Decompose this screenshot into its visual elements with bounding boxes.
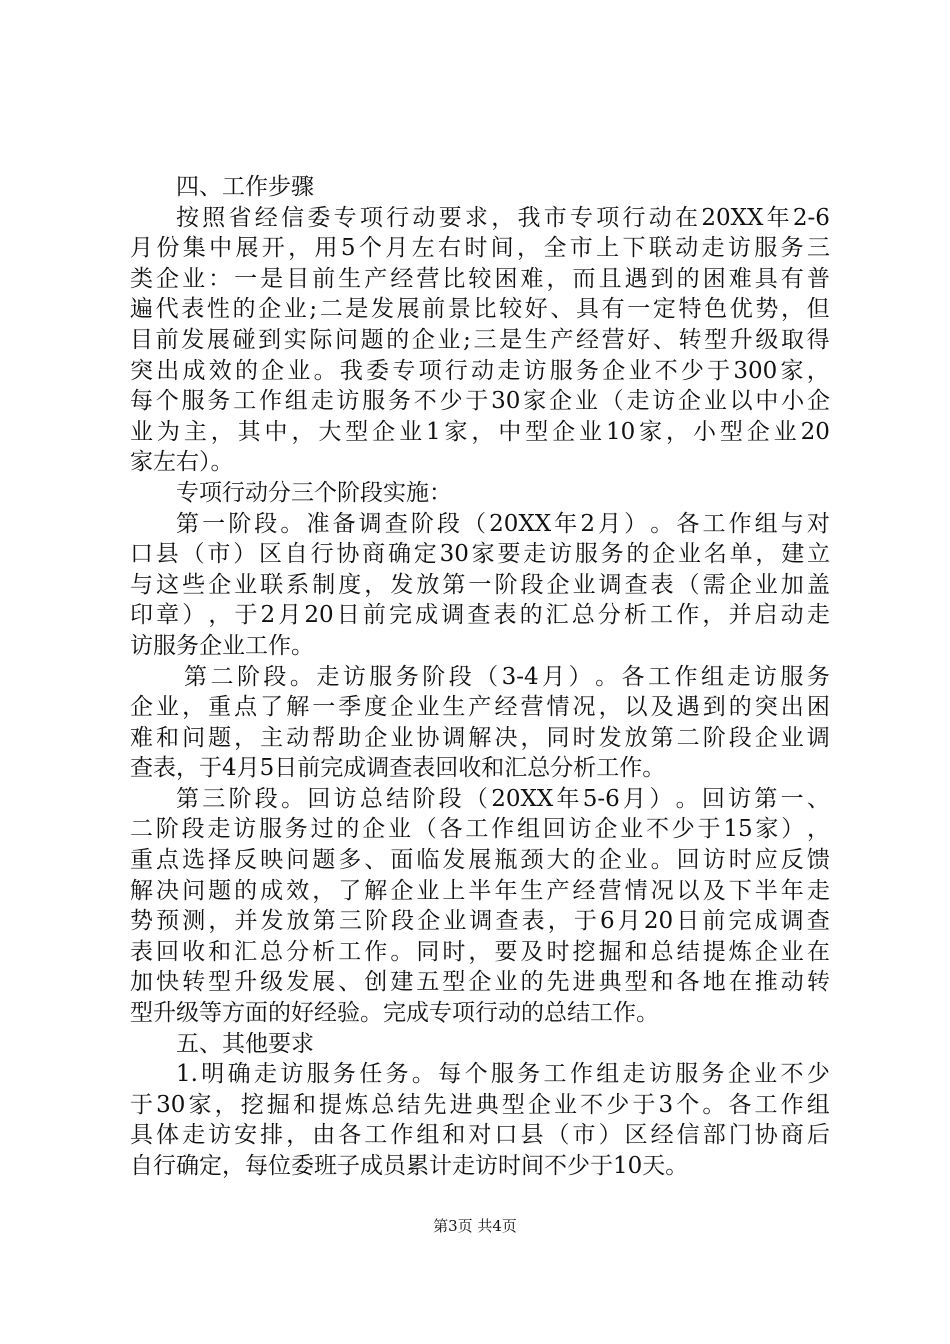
paragraph-line: 于 30 家 ， 挖 掘 和 提 炼 总 结 先 进 典 型 企 业 不 少 于 3 个 。 各 工 作 组: [130, 1091, 830, 1118]
paragraph-line: 第 三 阶 段 。 回 访 总 结 阶 段 （ 20XX 年 5-6 月 ） 。 回 访 第 一 、: [176, 785, 830, 812]
paragraph-line: 第 一 阶 段 。 准 备 调 查 阶 段 （ 20XX 年 2 月 ） 。 各 工 作 组 与 对: [176, 510, 830, 537]
paragraph-line: 型升级等方面的好经验。完成专项行动的总结工作。: [130, 1000, 659, 1027]
paragraph-line: 遍 代 表 性 的 企 业 ; 二 是 发 展 前 景 比 较 好 、 具 有 一 定 特 色 优 势 ， 但: [130, 296, 830, 323]
page-number-footer: 第3页 共4页: [433, 1217, 517, 1235]
paragraph-line: 表 回 收 和 汇 总 分 析 工 作 。 同 时 ， 要 及 时 挖 掘 和 总 结 提 炼 企 业 在: [130, 938, 830, 965]
paragraph-line: 势 预 测 ， 并 发 放 第 三 阶 段 企 业 调 查 表 ， 于 6 月 20 日 前 完 成 调 查: [130, 908, 830, 935]
paragraph-line: 第 二 阶 段 。 走 访 服 务 阶 段 （ 3-4 月 ） 。 各 工 作 组 走 访 服 务: [184, 663, 830, 690]
paragraph-line: 具 体 走 访 安 排 ， 由 各 工 作 组 和 对 口 县 （ 市 ） 区 经 信 部 门 协 商 后: [130, 1122, 830, 1149]
paragraph-line: 企 业 ， 重 点 了 解 一 季 度 企 业 生 产 经 营 情 况 ， 以 及 遇 到 的 突 出 困: [130, 694, 830, 721]
paragraph-line: 印 章 ） ， 于 2 月 20 日 前 完 成 调 查 表 的 汇 总 分 析 工 作 ， 并 启 动 走: [130, 602, 830, 629]
paragraph-line: 加 快 转 型 升 级 发 展 、 创 建 五 型 企 业 的 先 进 典 型 和 各 地 在 推 动 转: [130, 969, 830, 996]
paragraph-line: 二 阶 段 走 访 服 务 过 的 企 业 （ 各 工 作 组 回 访 企 业 不 少 于 15 家 ） ，: [130, 816, 830, 843]
paragraph-line: 查表，于4月5日前完成调查表回收和汇总分析工作。: [130, 755, 666, 782]
paragraph-line: 突 出 成 效 的 企 业 。 我 委 专 项 行 动 走 访 服 务 企 业 不 少 于 300 家 ，: [130, 357, 830, 384]
paragraph-line: 1. 明 确 走 访 服 务 任 务 。 每 个 服 务 工 作 组 走 访 服 务 企 业 不 少: [176, 1061, 830, 1088]
paragraph-line: 类 企 业 ： 一 是 目 前 生 产 经 营 比 较 困 难 ， 而 且 遇 到 的 困 难 具 有 普: [130, 265, 830, 292]
document-body: [130, 172, 830, 1182]
paragraph-line: 专项行动分三个阶段实施：: [176, 479, 452, 506]
paragraph-line: 每 个 服 务 工 作 组 走 访 服 务 不 少 于 30 家 企 业 （ 走 访 企 业 以 中 小 企: [130, 388, 830, 415]
paragraph-line: 重 点 选 择 反 映 问 题 多 、 面 临 发 展 瓶 颈 大 的 企 业 。 回 访 时 应 反 馈: [130, 847, 830, 874]
paragraph-line: 难 和 问 题 ， 主 动 帮 助 企 业 协 调 解 决 ， 同 时 发 放 第 二 阶 段 企 业 调: [130, 724, 830, 751]
paragraph-line: 访服务企业工作。: [130, 632, 314, 659]
paragraph-line: 家左右）。: [130, 449, 234, 476]
section-heading-other-requirements: 五、其他要求: [176, 1030, 314, 1057]
section-heading-work-steps: 四、工作步骤: [176, 174, 314, 200]
paragraph-line: 目 前 发 展 碰 到 实 际 问 题 的 企 业 ; 三 是 生 产 经 营 好 、 转 型 升 级 取 得: [130, 326, 830, 353]
paragraph-line: 业 为 主 ， 其 中 ， 大 型 企 业 1 家 ， 中 型 企 业 10 家 ， 小 型 企 业 20: [130, 418, 830, 445]
paragraph-line: 与 这 些 企 业 联 系 制 度 ， 发 放 第 一 阶 段 企 业 调 查 表 （ 需 企 业 加 盖: [130, 571, 830, 598]
paragraph-line: 按 照 省 经 信 委 专 项 行 动 要 求 ， 我 市 专 项 行 动 在 20XX 年 2-6: [176, 204, 830, 231]
paragraph-line: 解 决 问 题 的 成 效 ， 了 解 企 业 上 半 年 生 产 经 营 情 况 以 及 下 半 年 走: [130, 877, 830, 904]
paragraph-line: 自行确定，每位委班子成员累计走访时间不少于10天。: [130, 1153, 689, 1179]
paragraph-line: 口 县 （ 市 ） 区 自 行 协 商 确 定 30 家 要 走 访 服 务 的 企 业 名 单 ， 建 立: [130, 541, 830, 568]
paragraph-line: 月 份 集 中 展 开 ， 用 5 个 月 左 右 时 间 ， 全 市 上 下 联 动 走 访 服 务 三: [130, 235, 830, 262]
